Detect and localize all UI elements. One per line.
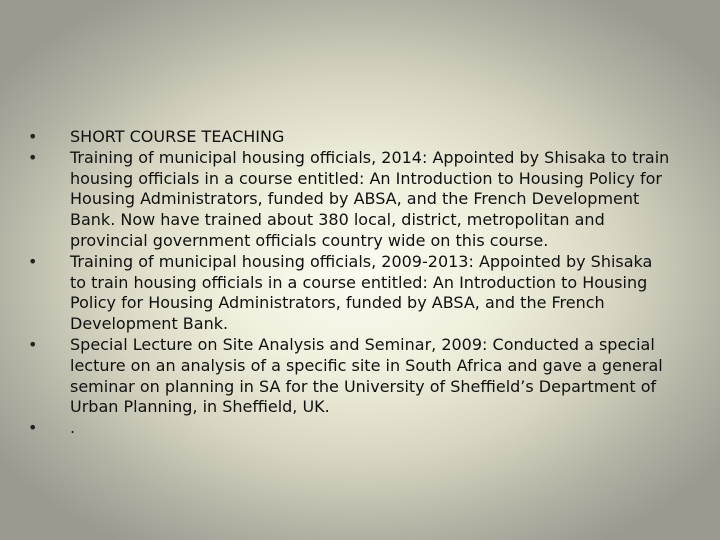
bullet-text: . bbox=[70, 418, 76, 438]
bullet-text: Training of municipal housing officials, 2014: Appointed by Shisaka to train housing officials in a course entitled: An Introduction to Housing Policy for Housing Administrators, funded by ABSA, and the French Development Bank. Now have trained about 380 local, district, metropolitan and provincial government officials country wide on this course. bbox=[70, 147, 670, 250]
bullet-item-special-lecture-2009 bbox=[26, 335, 686, 418]
bullet-dot-icon: • bbox=[28, 418, 38, 438]
bullet-text: SHORT COURSE TEACHING bbox=[70, 127, 285, 146]
bullet-dot-icon: • bbox=[28, 127, 38, 146]
bullet-item-training-2014 bbox=[26, 148, 686, 252]
bullet-dot-icon: • bbox=[28, 334, 38, 354]
bullet-dot-icon: • bbox=[28, 147, 38, 167]
bullet-text: Special Lecture on Site Analysis and Seminar, 2009: Conducted a special lecture on an analysis of a specific site in South Africa and gave a general seminar on planning in SA for the University of Sheffield’s Department of Urban Planning, in Sheffield, UK. bbox=[70, 334, 663, 417]
bullet-list bbox=[26, 127, 686, 439]
bullet-item-training-2009-2013 bbox=[26, 252, 686, 335]
bullet-item-empty bbox=[26, 418, 686, 439]
bullet-dot-icon: • bbox=[28, 251, 38, 271]
bullet-item-short-course-teaching bbox=[26, 127, 686, 148]
bullet-text: Training of municipal housing officials, 2009-2013: Appointed by Shisaka to train housing officials in a course entitled: An Introduction to Housing Policy for Housing Administrators, funded by ABSA, and the French Development Bank. bbox=[70, 251, 653, 334]
